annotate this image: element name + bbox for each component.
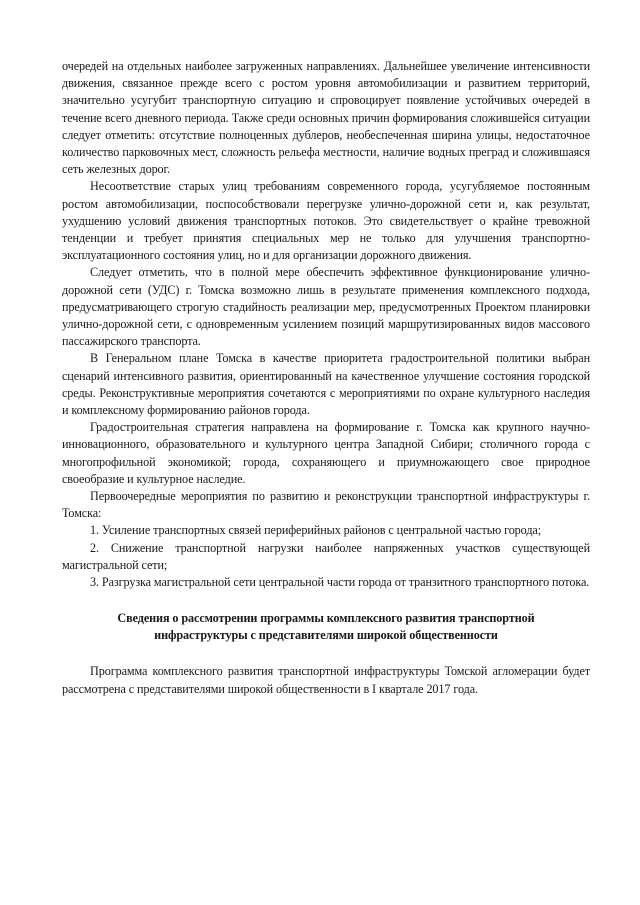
list-item: 3. Разгрузка магистральной сети центральной части города от транзитного транспортного потока. (90, 575, 590, 590)
paragraph-public-review: Программа комплексного развития транспортной инфраструктуры Томской агломерации будет рассмотрена с представителями широкой общественности в I квартале 2017 года. (62, 664, 590, 696)
document-page (62, 58, 590, 698)
paragraph-road-network: Следует отметить, что в полной мере обеспечить эффективное функционирование улично-дорожной сети (УДС) г. Томска возможно лишь в результате применения комплексного подхода, предусматривающего строгую стадийность реализации мер, предусмотренных Проектом планировки улично-дорожной сети, с одновременным усилением позиций маршрутизированных видов массового пассажирского транспорта. (62, 265, 590, 349)
paragraph-old-streets: Несоответствие старых улиц требованиям современного города, усугубляемое постоянным ростом автомобилизации, поспособствовали перегрузке улично-дорожной сети и, как результат, ухудшению условий движения транспортных потоков. Это свидетельствует о крайне тревожной тенденции и требует принятия специальных мер не только для улучшения транспортно-эксплуатационного состояния улиц, но и для организации дорожного движения. (62, 179, 590, 263)
paragraph-priority-measures: Первоочередные мероприятия по развитию и реконструкции транспортной инфраструктуры г. Томска: (62, 489, 590, 521)
paragraph-congestion: очередей на отдельных наиболее загруженных направлениях. Дальнейшее увеличение интенсивности движения, связанное прежде всего с ростом уровня автомобилизации и развитием территорий, значительно усугубит транспортную ситуацию и спровоцирует появление устойчивых очередей в течение всего дневного периода. Также среди основных причин формирования сложившейся ситуации следует отметить: отсутствие полноценных дублеров, необеспеченная ширина улицы, недостаточное количество парковочных мест, сложность рельефа местности, наличие водных преград и сложившаяся сеть железных дорог. (62, 59, 590, 177)
list-item: 2. Снижение транспортной нагрузки наиболее напряженных участков существующей магистральной сети; (62, 540, 590, 572)
section-heading-text: Сведения о рассмотрении программы комплексного развития транспортной инфраструктуры с представителями широкой общественности (117, 611, 535, 643)
section-heading (62, 610, 590, 644)
list-item: 1. Усиление транспортных связей периферийных районов с центральной частью города; (90, 523, 542, 538)
paragraph-general-plan: В Генеральном плане Томска в качестве приоритета градостроительной политики выбран сценарий интенсивного развития, ориентированный на качественное улучшение состояния городской среды. Реконструктивные мероприятия сочетаются с мероприятиями по охране культурного наследия и комплексному формированию районов города. (62, 351, 590, 418)
paragraph-strategy: Градостроительная стратегия направлена на формирование г. Томска как крупного научно-инновационного, образовательного и культурного центра Западной Сибири; столичного города с многопрофильной экономикой; города, сохраняющего и приумножающего свое природное своеобразие и культурное наследие. (62, 420, 590, 486)
